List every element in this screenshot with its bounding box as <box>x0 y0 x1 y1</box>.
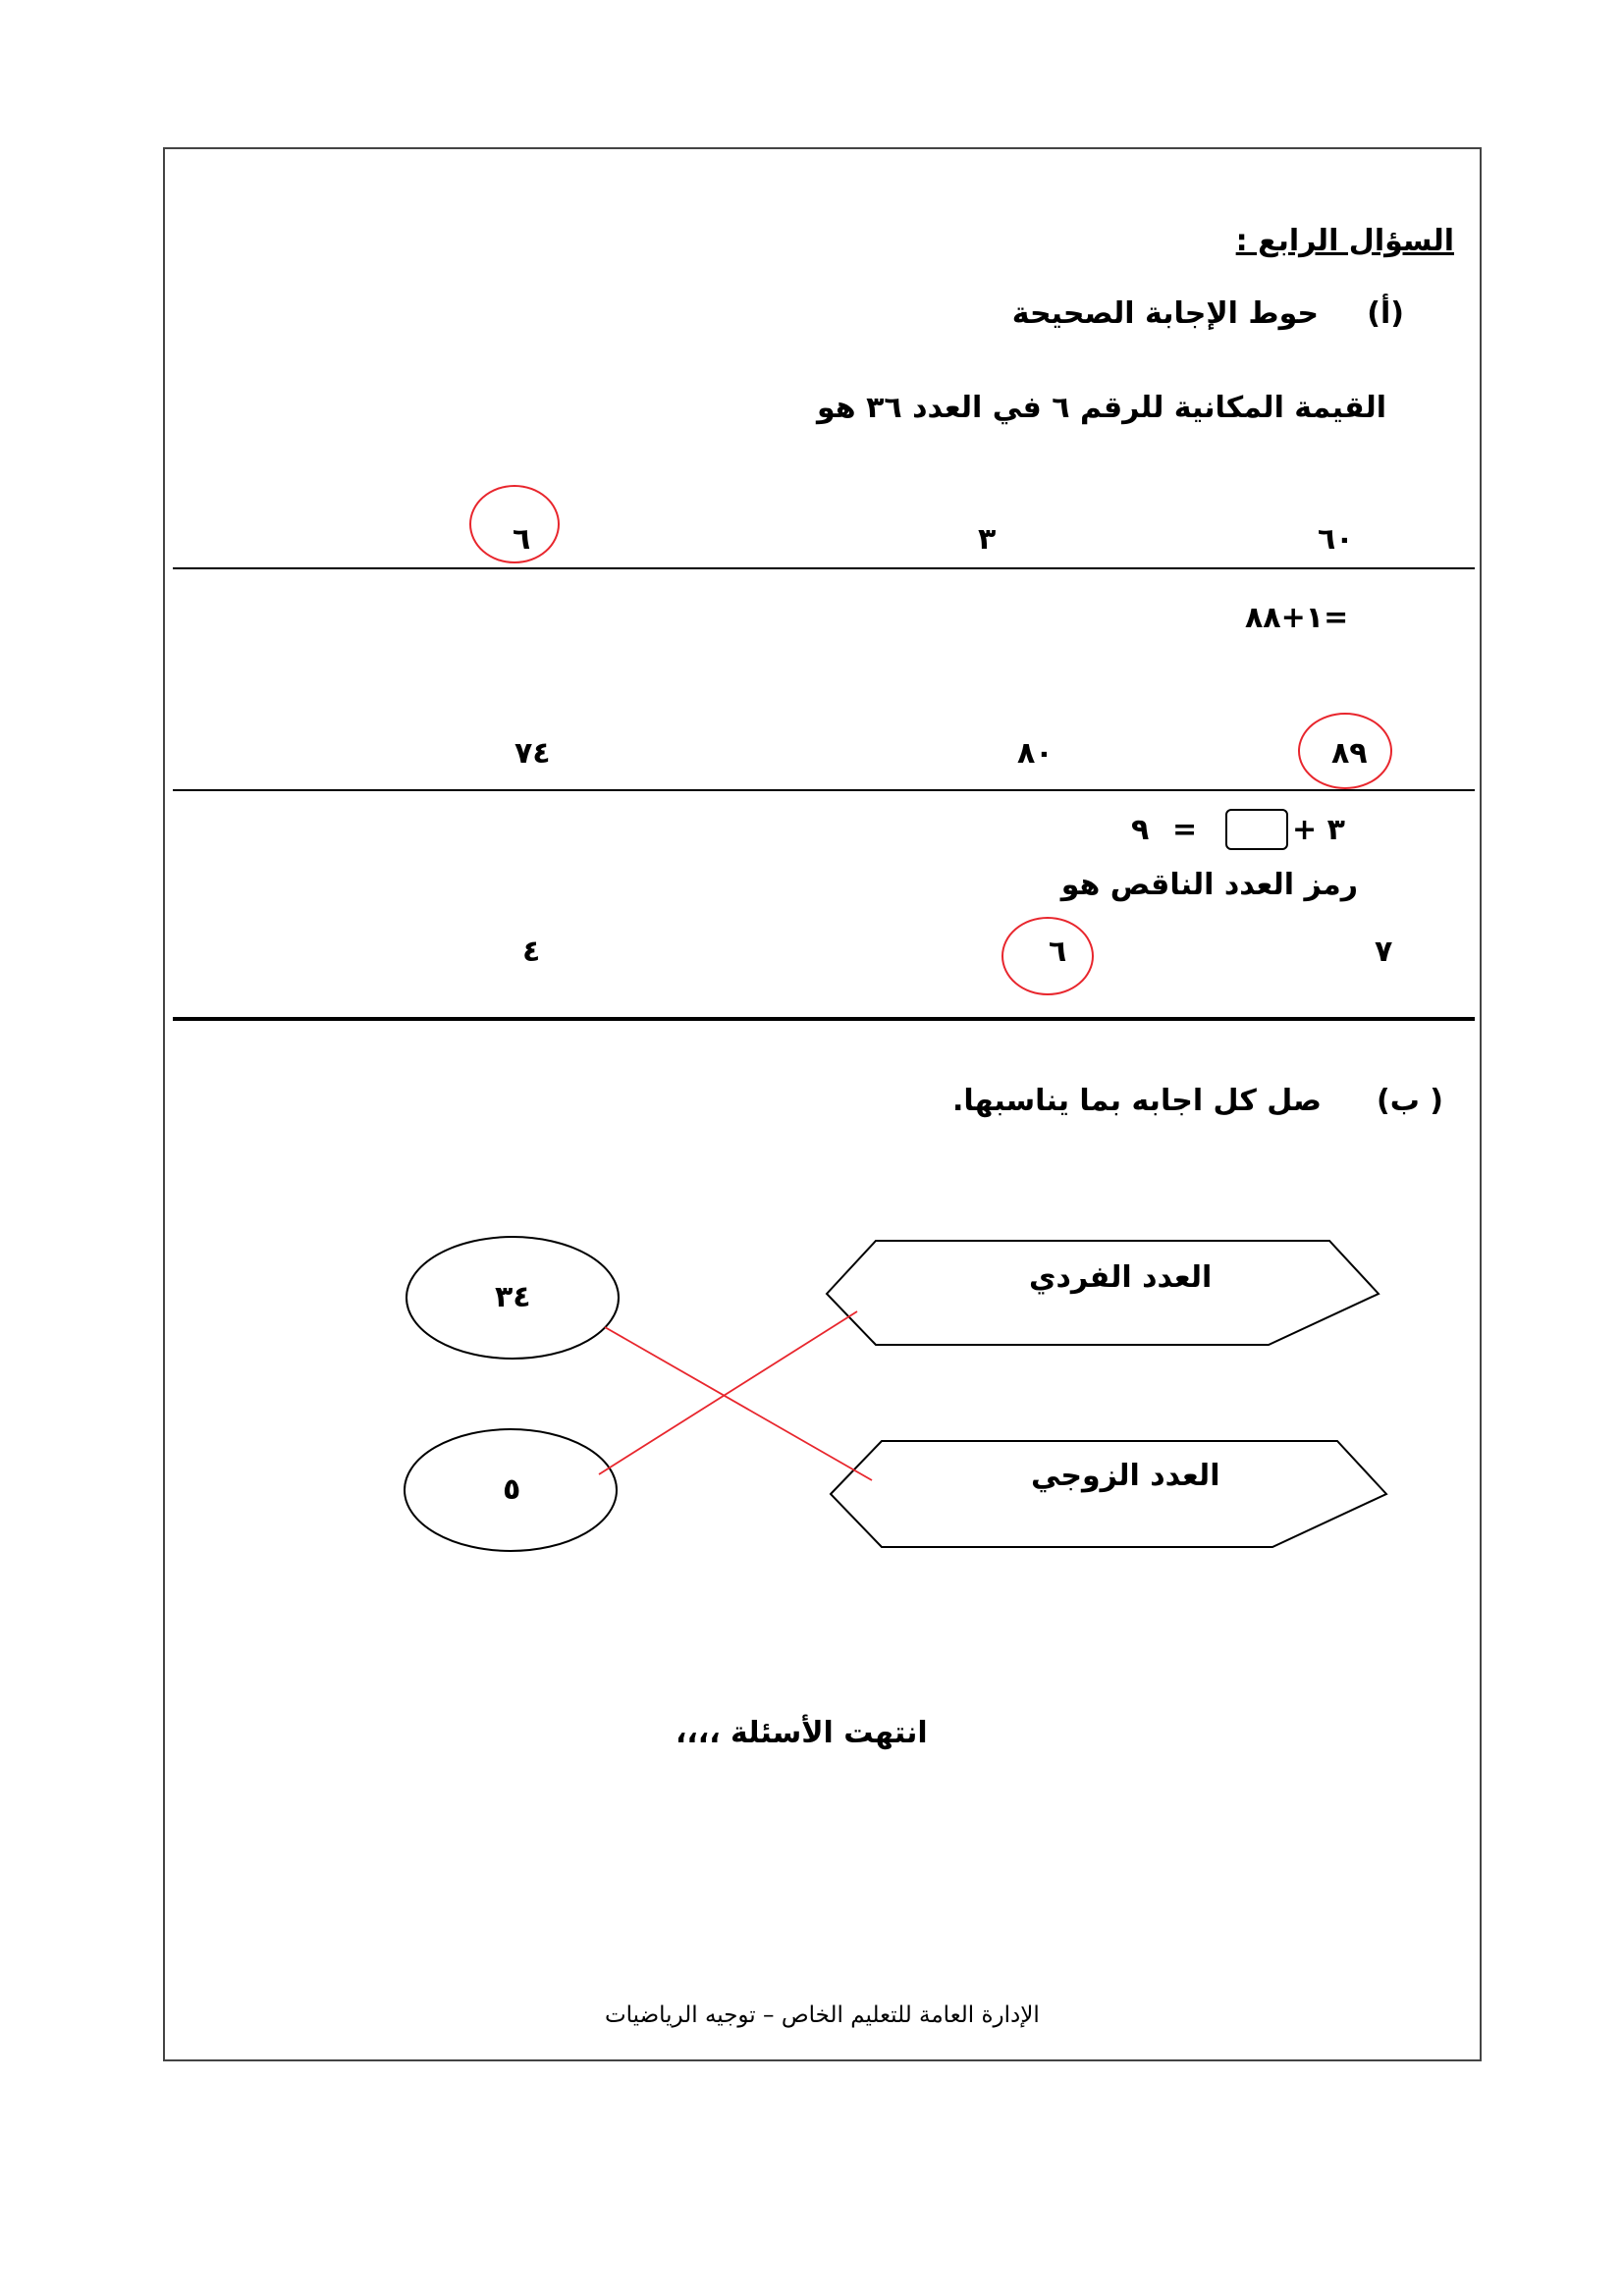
item3-option-2[interactable]: ٦ <box>1049 934 1067 969</box>
item3-rhs: ٩ <box>1131 813 1150 847</box>
ellipse-5-label: ٥ <box>503 1472 521 1507</box>
item2-option-3[interactable]: ٧٤ <box>514 736 551 771</box>
item3-lhs: ٣ + <box>1292 813 1345 847</box>
item3-option-1[interactable]: ٧ <box>1375 934 1393 969</box>
item3-option-3[interactable]: ٤ <box>522 934 541 969</box>
item1-prompt: القيمة المكانية للرقم ٦ في العدد ٣٦ هو <box>817 391 1386 425</box>
item1-option-3[interactable]: ٦ <box>513 522 531 557</box>
question-title: السؤال الرابع : <box>1235 224 1454 258</box>
item3-equals: = <box>1172 813 1198 847</box>
part-b-instruction: صل كل اجابه بما يناسبها. <box>951 1084 1322 1118</box>
ellipse-34-label: ٣٤ <box>495 1280 531 1314</box>
item3-prompt: رمز العدد الناقص هو <box>1060 868 1358 902</box>
item1-option-2[interactable]: ٣ <box>978 522 997 557</box>
part-a-instruction: حوط الإجابة الصحيحة <box>1011 296 1319 331</box>
part-b-label: ( ب) <box>1376 1084 1443 1118</box>
part-a-label: (أ) <box>1367 296 1404 331</box>
hexagon-even-label: العدد الزوجي <box>1031 1459 1220 1493</box>
end-text: انتهت الأسئلة ،،،، <box>676 1716 928 1750</box>
item2-option-1[interactable]: ٨٩ <box>1331 736 1368 771</box>
hexagon-odd-label: العدد الفردي <box>1029 1260 1213 1295</box>
item2-option-2[interactable]: ٨٠ <box>1017 736 1054 771</box>
item2-prompt: =١+٨٨ <box>1245 601 1349 635</box>
hexagon-even <box>831 1441 1386 1547</box>
item1-option-1[interactable]: ٦٠ <box>1318 522 1354 557</box>
footer: الإدارة العامة للتعليم الخاص – توجيه الرياضيات <box>605 2002 1040 2028</box>
match-line <box>605 1327 872 1480</box>
